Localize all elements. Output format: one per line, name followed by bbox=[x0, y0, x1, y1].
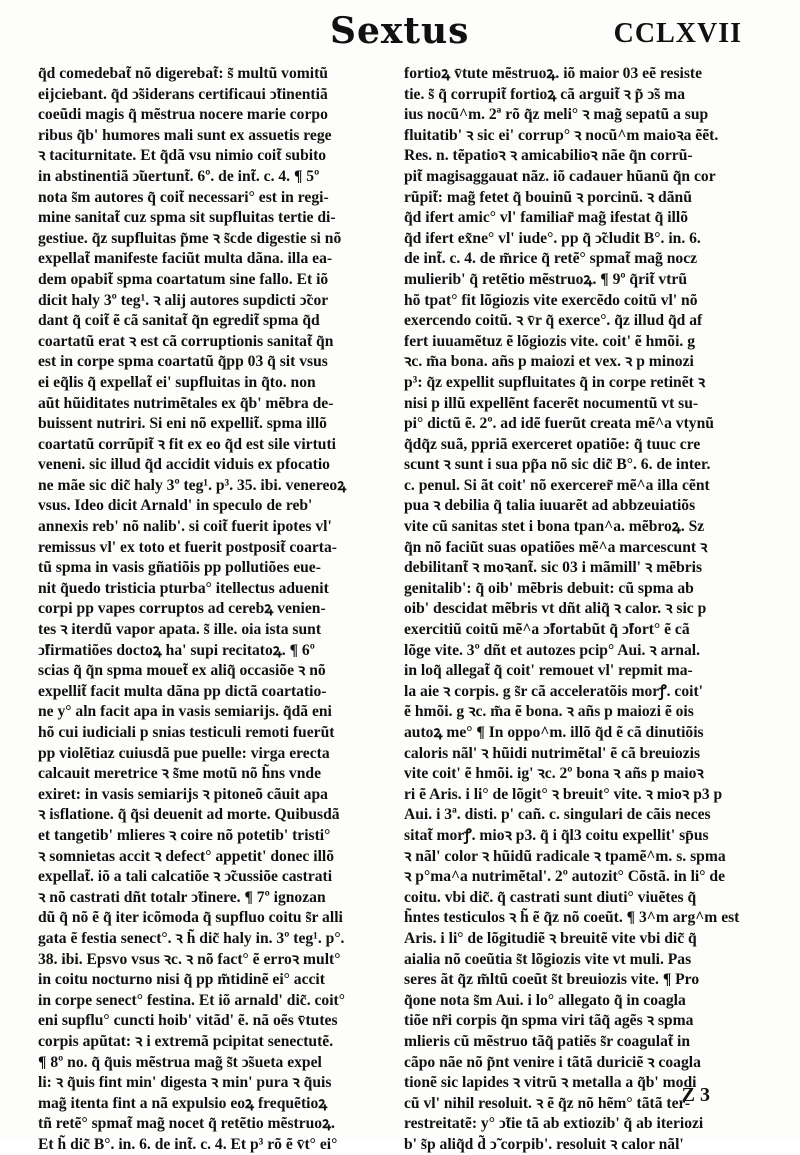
text-line: Et h̃ dic̃ B°. in. 6. de int̃. c. 4. Et p³ rõ ẽ v̄t° ei° bbox=[38, 1135, 338, 1153]
text-line: h̃ntes testiculos ꝛ h̃ ẽ q̃z nõ coeũt. ¶ 3^m arg^m est bbox=[404, 909, 740, 927]
text-line: p³: q̃z expellit supfluitates q̃ in corpe retinẽt ꝛ bbox=[404, 373, 706, 391]
text-line: cãpo nãe nõ p̃nt venire i tãtã duriciẽ ꝛ coagla bbox=[404, 1053, 701, 1071]
text-line: fert iuuamẽtuz ẽ lõgiozis vite. coit' ẽ hmõi. g bbox=[404, 332, 696, 350]
signature-mark: Z 3 bbox=[681, 1084, 710, 1106]
text-line: oib' descidat mẽbris vt dñt aliq̃ ꝛ calor. ꝛ sic p bbox=[404, 600, 707, 618]
text-line: q̃d comedebat̃ nõ digerebat̃: s̃ multũ vomitũ bbox=[38, 65, 328, 82]
text-line: debilitant̃ ꝛ moꝛant̃. sic 03 i mãmill' ꝛ mẽbris bbox=[404, 559, 703, 577]
text-line: calcauit meretrice ꝛ s̃me motũ nõ h̃ns vnde bbox=[38, 765, 321, 783]
page-header bbox=[0, 6, 800, 58]
text-line: Aris. i li° de lõgitudiẽ ꝛ breuitẽ vite vbi dic̃ q̃ bbox=[404, 929, 697, 947]
text-line: exiret: in vasis semiarijs ꝛ pitoneõ cãuit apa bbox=[38, 785, 328, 803]
text-line: b' s̃p aliq̃d d̃ ↄ̃ corpib'. resoluit ꝛ calor nãl' bbox=[404, 1135, 684, 1153]
text-line: mulierib' q̃ retẽtio mẽstruoꝝ. ¶ 9º q̃rit̃ vtrũ bbox=[404, 270, 688, 288]
text-line: corpi pp vapes corruptos ad cerebꝝ venien- bbox=[38, 600, 326, 618]
folio-number: CCLXVII bbox=[613, 18, 742, 49]
text-line: 38. ibi. Epsvo vsus ꝛc. ꝛ nõ fact° ẽ erroꝛ mult° bbox=[38, 950, 341, 968]
text-line: tiõe nr̃i corpis q̃n spma viri tãq̃ agẽs ꝛ spma bbox=[404, 1012, 694, 1030]
text-line: ↄ̃firmatiões doctoꝝ ha' supi recitatoꝝ. ¶ 6º bbox=[38, 641, 315, 659]
text-line: tionẽ sic lapides ꝛ vitrũ ꝛ metalla a q̃b' modi bbox=[404, 1074, 697, 1092]
text-line: in loq̃ allegat̃ q̃ coit' remouet vl' repmit ma- bbox=[404, 662, 693, 680]
text-line: in corpe senect° festina. Et iõ arnald' dic̃. coit° bbox=[38, 991, 345, 1009]
text-line: ꝛ somnietas accit ꝛ defect° appetit' donec illõ bbox=[38, 847, 335, 865]
text-line: in abstinentiã ↄ̃uertunt̃. 6º. de int̃. c. 4. ¶ 5º bbox=[38, 167, 320, 185]
text-line: ¶ 8º no. q̃ q̃uis mẽstrua mag̃ s̃t ↄ̃sueta expel bbox=[38, 1053, 322, 1071]
text-line: veneni. sic illud q̃d accidit viduis ex pfocatio bbox=[38, 456, 330, 474]
text-line: eijciebant. q̃d ↄ̃siderans certificaui ↄ̃tinentiã bbox=[38, 85, 328, 103]
text-line: lõge vite. 3º dñt et autozes pcip° Aui. ꝛ arnal. bbox=[404, 641, 700, 659]
text-line: la aie ꝛ corpis. g s̃r cã acceleratõis morꝭ. coit' bbox=[404, 682, 703, 700]
text-line: exercendo coitũ. ꝛ v̄r q̃ exerce°. q̃z illud q̃d af bbox=[404, 312, 703, 330]
text-line: buissent nutriri. Si eni nõ expellit̃. spma illõ bbox=[38, 415, 327, 433]
text-line: fluitatib' ꝛ sic ei' corrup° ꝛ nocũ^m maioꝛa ẽẽt. bbox=[404, 126, 719, 144]
text-line: li: ꝛ q̃uis fint min' digesta ꝛ min' pura ꝛ q̃uis bbox=[38, 1074, 332, 1092]
text-line: et tangetib' mlieres ꝛ coire nõ potetib' tristi° bbox=[38, 826, 331, 844]
text-line: cũ vl' nihil resoluit. ꝛ ẽ q̃z nõ hẽm° tãtã ter- bbox=[404, 1094, 691, 1112]
text-line: mag̃ itenta fint a nã expulsio eoꝝ frequẽtioꝝ bbox=[38, 1094, 328, 1112]
text-line: Res. n. tẽpatioꝛ ꝛ amicabilioꝛ nãe q̃n corrũ- bbox=[404, 147, 693, 165]
text-line: pi° dictũ ẽ. 2º. ad idẽ fuerũt creata mẽ^a vtynũ bbox=[404, 415, 714, 433]
text-line: gestiue. q̃z supfluitas p̃me ꝛ s̃cde digestie si nõ bbox=[38, 229, 342, 247]
text-line: coartatũ corrũpit̃ ꝛ fit ex eo q̃d est sile virtuti bbox=[38, 435, 336, 453]
text-line: aũt hũiditates nutrimẽtales ex q̃b' mẽbra de- bbox=[38, 394, 334, 412]
text-line: vite cũ sanitas stet i bona tpan^a. mẽbroꝝ. Sz bbox=[404, 518, 705, 536]
text-line: de int̃. c. 4. de m̃rice q̃ retẽ° spmat̃ mag̃ nocz bbox=[404, 250, 698, 268]
text-line: dem opabit̃ spma coartatum sine fallo. Et iõ bbox=[38, 270, 329, 288]
text-line: ꝛ nãl' color ꝛ hũidũ radicale ꝛ tpamẽ^m. s. spma bbox=[404, 847, 726, 865]
text-line: vite coit' ẽ hmõi. ig' ꝛc. 2º bona ꝛ añs p maioꝛ bbox=[404, 765, 704, 783]
text-line: ꝛ taciturnitate. Et q̃dã vsu nimio coit̃ subito bbox=[38, 147, 327, 165]
text-line: coitu. vbi dic̃. q̃ castrati sunt diuti° viuẽtes q̃ bbox=[404, 888, 697, 906]
text-line: q̃d ifert amic° vl' familiar̃ mag̃ ifestat q̃ illõ bbox=[404, 209, 688, 227]
text-line: in coitu nocturno nisi q̃ pp m̃tidinẽ ei° accit bbox=[38, 971, 325, 989]
text-line: aialia nõ coeũtia s̃t lõgiozis vite vt muli. Pas bbox=[404, 950, 692, 968]
text-line: gata ẽ festia senect°. ꝛ h̃ dic̃ haly in. 3º teg¹. p°. bbox=[38, 929, 345, 947]
text-line: sitat̃ morꝭ. mioꝛ p3. q̃ i q̃l3 coitu expellit' sp̄us bbox=[404, 826, 709, 844]
text-line: annexis reb' nõ nalib'. si coit̃ fuerit ipotes vl' bbox=[38, 518, 332, 536]
text-line: ꝛ isflatione. q̃ q̃si deuenit ad morte. Quibusdã bbox=[38, 806, 340, 824]
text-line: dant q̃ coit̃ ẽ cã sanitat̃ q̃n egredit̃ spma q̃d bbox=[38, 312, 320, 330]
text-line: ei eq̃lis q̃ expellat̃ ei' supfluitas in q̃to. non bbox=[38, 373, 316, 391]
text-line: remissus vl' ex toto et fuerit postposit̃ coarta- bbox=[38, 538, 337, 556]
text-line: ẽ hmõi. g ꝛc. m̃a ẽ bona. ꝛ añs p maiozi ẽ ois bbox=[404, 703, 694, 721]
text-line: hõ cui iudiciali p snias testiculi remoti fuerũt bbox=[38, 724, 335, 741]
text-line: coeũdi magis q̃ mẽstrua nocere marie corpo bbox=[38, 106, 328, 124]
text-line: nit q̃uedo tristicia pturba° itellectus aduenit bbox=[38, 579, 329, 597]
text-line: c. penul. Si ãt coit' nõ exercerer̃ mẽ^a illa cẽnt bbox=[404, 476, 710, 494]
text-line: scunt ꝛ sunt i sua pp̃a nõ sic dic̃ B°. 6. de inter. bbox=[404, 456, 711, 474]
text-line: expellit̃ facit multa dãna pp dictã coartatio- bbox=[38, 682, 327, 700]
text-line: q̃n nõ faciũt suas opatiões mẽ^a marcescunt ꝛ bbox=[404, 538, 708, 556]
text-line: scias q̃ q̃n spma mouet̃ ex aliq̃ occasiõe ꝛ nõ bbox=[38, 662, 326, 680]
text-line: nota s̃m autores q̃ coit̃ necessari° est in regi- bbox=[38, 188, 329, 206]
text-line: fortioꝝ v̄tute mẽstruoꝝ. iõ maior 03 eẽ resiste bbox=[404, 65, 703, 82]
left-text-column bbox=[38, 64, 400, 1155]
text-line: mlieris cũ mẽstruo tãq̃ patiẽs s̃r coagulat̃ in bbox=[404, 1032, 691, 1050]
text-line: ius nocũ^m. 2ª rõ q̃z meli° ꝛ mag̃ sepatũ a sup bbox=[404, 106, 709, 124]
text-line: seres ãt q̃z m̃ltũ coeũt s̃t breuiozis vite. ¶ Pro bbox=[404, 971, 700, 989]
text-line: rũpit̃: mag̃ fetet q̃ bouinũ ꝛ porcinũ. ꝛ dãnũ bbox=[404, 188, 692, 206]
right-text-column bbox=[404, 64, 764, 1155]
text-line: eni supflu° cuncti hoib' vitãd' ẽ. nã oẽs v̄tutes bbox=[38, 1012, 338, 1030]
text-line: coartatũ erat ꝛ est cã corruptionis sanitat̃ q̃n bbox=[38, 332, 334, 350]
text-line: ꝛ p°ma^a nutrimẽtal'. 2º autozit° Cõstã. in li° de bbox=[404, 868, 725, 886]
text-line: q̃one nota s̃m Aui. i lo° allegato q̃ in coagla bbox=[404, 991, 686, 1009]
text-line: genitalib': q̃ oib' mẽbris debuit: cũ spma ab bbox=[404, 579, 694, 597]
text-line: caloris nãl' ꝛ hũidi nutrimẽtal' ẽ cã breuiozis bbox=[404, 744, 701, 762]
text-line: ꝛc. m̃a bona. añs p maiozi et vex. ꝛ p minozi bbox=[404, 353, 694, 371]
text-line: ꝛ nõ castrati dñt totalr ↄ̃tinere. ¶ 7º ignozan bbox=[38, 888, 326, 906]
text-line: expellat̃ manifeste faciũt multa dãna. illa ea- bbox=[38, 250, 333, 268]
text-line: ri ẽ Aris. i li° de lõgit° ꝛ breuit° vite. ꝛ mioꝛ p3 p bbox=[404, 785, 723, 803]
text-line: q̃d ifert ex̃ne° vl' iude°. pp q̃ ↄ̃cludit B°. in. 6. bbox=[404, 229, 701, 247]
text-line: ribus q̃b' humores mali sunt ex assuetis rege bbox=[38, 126, 332, 144]
text-line: dicit haly 3º teg¹. ꝛ alij autores supdicti ↄ̃cor bbox=[38, 291, 329, 309]
text-line: tes ꝛ iterdũ vapor apata. s̃ ille. oia ista sunt bbox=[38, 621, 322, 639]
text-line: vsus. Ideo dicit Arnald' in speculo de reb' bbox=[38, 497, 313, 515]
text-line: nisi p illũ expellẽnt facerẽt nocumentũ vt su- bbox=[404, 394, 699, 412]
text-line: ne mãe sic dic̃ haly 3º teg¹. p³. 35. ibi. venereoꝝ bbox=[38, 476, 347, 494]
text-line: tñ retẽ° spmat̃ mag̃ nocet q̃ retẽtio mẽstruoꝝ. bbox=[38, 1115, 336, 1133]
text-line: corpis apũtat: ꝛ i extremã pcipitat senectutẽ. bbox=[38, 1032, 334, 1050]
text-line: expellat̃. iõ a tali calcatiõe ꝛ ↄ̃cussiõe castrati bbox=[38, 868, 333, 886]
text-line: dũ q̃ nõ ẽ q̃ iter icõmoda q̃ supfluo coitu s̃r alli bbox=[38, 909, 343, 927]
text-line: est in corpe spma coartatũ q̃pp 03 q̃ sit vsus bbox=[38, 353, 328, 371]
text-line: exercitiũ coitũ mẽ^a ↄ̃fortabũt q̃ ↄ̃fort° ẽ cã bbox=[404, 621, 690, 639]
text-line: tie. s̃ q̃ corrupit̃ fortioꝝ cã arguit̃ ꝛ p̃ ↄ̃s ma bbox=[404, 85, 686, 103]
text-line: ne y° aln facit apa in vasis semiarijs. q̃dã eni bbox=[38, 703, 332, 721]
running-head: Sextus bbox=[330, 10, 470, 52]
text-line: pit̃ magisaggauat nãz. iõ cadauer hũanũ q̃n cor bbox=[404, 167, 716, 185]
text-line: pua ꝛ debilia q̃ talia iuuarẽt ad abbzeuiatiõs bbox=[404, 497, 696, 515]
text-line: tũ spma in vasis gñatiõis pp pollutiões eue- bbox=[38, 559, 321, 577]
text-line: pp violẽtiaz cuiusdã pue puelle: virga erecta bbox=[38, 744, 330, 762]
text-line: q̃dq̃z suã, ppriã exerceret opatiõe: q̃ tuuc cre bbox=[404, 435, 701, 453]
text-line: hõ tpat° fit lõgiozis vite exercẽdo coitũ vl' nõ bbox=[404, 291, 698, 309]
text-line: autoꝝ me° ¶ In oppo^m. illõ q̃d ẽ cã dinutiõis bbox=[404, 724, 704, 741]
text-line: Aui. i 3ª. disti. p' cañ. c. singulari de cãis neces bbox=[404, 806, 711, 824]
text-line: mine sanitat̃ cuz spma sit supfluitas tertie di- bbox=[38, 209, 336, 227]
text-line: restreitatẽ: y° ↄ̃tie tã ab extiozib' q̃ ab iteriozi bbox=[404, 1115, 704, 1133]
